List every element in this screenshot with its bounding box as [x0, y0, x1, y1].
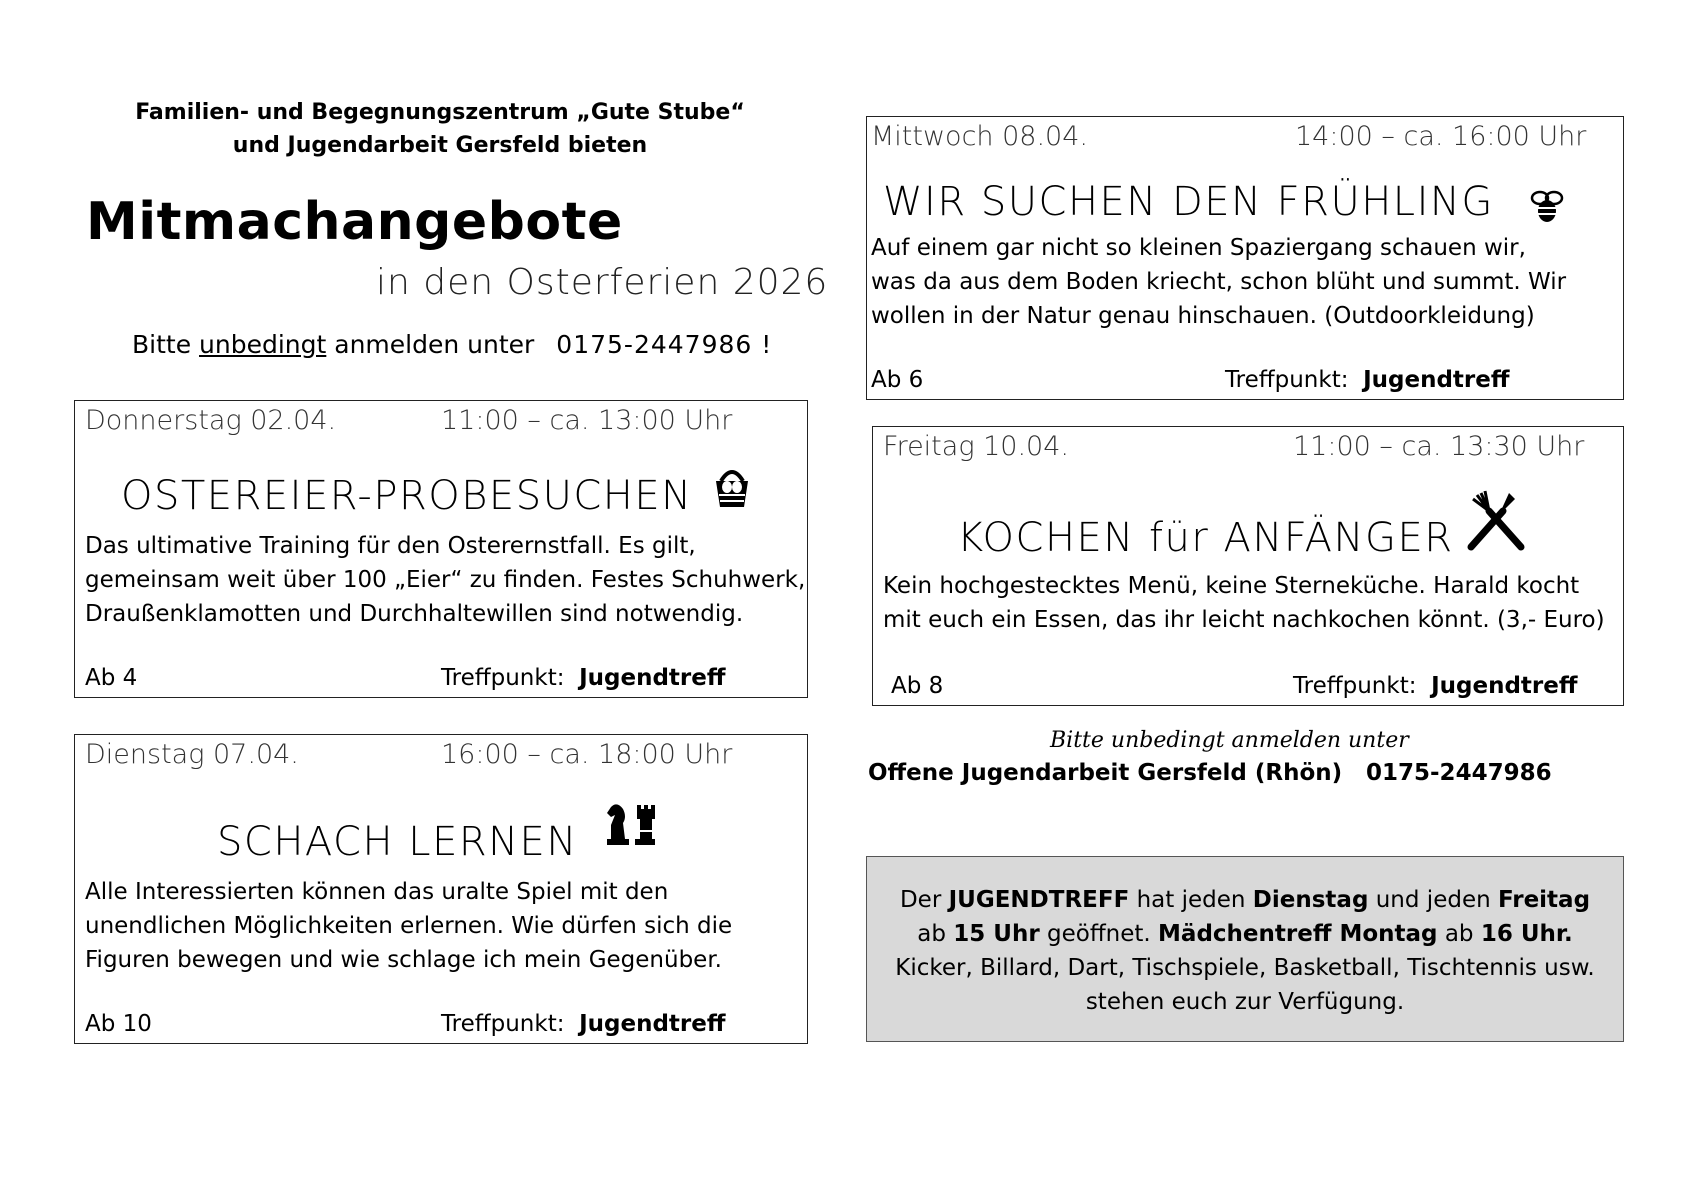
- desc-line: Draußenklamotten und Durchhaltewillen sind notwendig.: [85, 601, 744, 627]
- chess-pieces-icon: [603, 799, 659, 847]
- event-card-spring-walk: [866, 116, 1624, 400]
- info-strong: Mädchentreff Montag: [1158, 921, 1438, 947]
- contact-org: Offene Jugendarbeit Gersfeld (Rhön): [868, 760, 1343, 786]
- event-age: Ab 10: [85, 1011, 152, 1037]
- desc-line: Auf einem gar nicht so kleinen Spaziergang schauen wir,: [871, 235, 1526, 261]
- registration-post: anmelden unter: [326, 330, 535, 359]
- meet-label: Treffpunkt:: [441, 665, 565, 691]
- meet-place: Jugendtreff: [579, 665, 726, 691]
- info-strong: 15 Uhr: [953, 921, 1040, 947]
- meet-label: Treffpunkt:: [1293, 673, 1417, 699]
- event-meeting-point: [441, 665, 726, 691]
- event-title: OSTEREIER-PROBESUCHEN: [121, 473, 693, 519]
- event-description: [883, 569, 1605, 637]
- info-strong: Dienstag: [1252, 887, 1369, 913]
- event-meeting-point: [1293, 673, 1578, 699]
- event-day: Mittwoch 08.04.: [871, 121, 1088, 152]
- event-title: KOCHEN für ANFÄNGER: [957, 515, 1454, 561]
- page-title: Mitmachangebote: [86, 192, 623, 252]
- event-title: SCHACH LERNEN: [217, 819, 578, 865]
- meet-label: Treffpunkt:: [441, 1011, 565, 1037]
- info-line-2: [867, 917, 1623, 951]
- event-description: [85, 875, 732, 977]
- desc-line: Alle Interessierten können das uralte Spiel mit den: [85, 879, 669, 905]
- info-strong: 16 Uhr.: [1480, 921, 1573, 947]
- page-subtitle: in den Osterferien 2026: [376, 262, 829, 303]
- desc-line: was da aus dem Boden kriecht, schon blüht und summt. Wir: [871, 269, 1567, 295]
- registration-line: [132, 330, 772, 359]
- info-text: hat jeden: [1129, 887, 1253, 913]
- meet-label: Treffpunkt:: [1225, 367, 1349, 393]
- info-line-4: stehen euch zur Verfügung.: [1085, 989, 1405, 1015]
- meet-place: Jugendtreff: [1363, 367, 1510, 393]
- contact-note: Bitte unbedingt anmelden unter: [1050, 728, 1409, 753]
- organizer-header: [110, 96, 770, 162]
- registration-phone: 0175-2447986 !: [556, 330, 773, 359]
- desc-line: Kein hochgestecktes Menü, keine Sterneküche. Harald kocht: [883, 573, 1580, 599]
- registration-emphasis: unbedingt: [199, 330, 327, 359]
- event-time: 11:00 – ca. 13:00 Uhr: [441, 405, 733, 436]
- desc-line: wollen in der Natur genau hinschauen. (Outdoorkleidung): [871, 303, 1535, 329]
- registration-pre: Bitte: [132, 330, 200, 359]
- info-text: ab: [917, 921, 954, 947]
- bee-icon: [1527, 189, 1567, 225]
- desc-line: Figuren bewegen und wie schlage ich mein Gegenüber.: [85, 947, 722, 973]
- desc-line: Das ultimative Training für den Osterernstfall. Es gilt,: [85, 533, 696, 559]
- contact-phone: 0175-2447986: [1366, 760, 1552, 786]
- event-time: 14:00 – ca. 16:00 Uhr: [1295, 121, 1587, 152]
- info-text: geöffnet.: [1039, 921, 1159, 947]
- info-text: und jeden: [1368, 887, 1498, 913]
- event-description: [871, 231, 1566, 333]
- event-meeting-point: [1225, 367, 1510, 393]
- youth-club-info-box: [866, 856, 1624, 1042]
- desc-line: gemeinsam weit über 100 „Eier“ zu finden. Festes Schuhwerk,: [85, 567, 806, 593]
- event-age: Ab 4: [85, 665, 138, 691]
- easter-basket-icon: [713, 461, 751, 511]
- event-age: Ab 6: [871, 367, 924, 393]
- info-strong: Freitag: [1497, 887, 1591, 913]
- organizer-line-1: Familien- und Begegnungszentrum „Gute Stube“: [135, 100, 745, 125]
- info-line-1: [867, 883, 1623, 917]
- event-card-cooking: [872, 426, 1624, 706]
- info-strong: JUGENDTREFF: [948, 887, 1130, 913]
- event-day: Freitag 10.04.: [883, 431, 1069, 462]
- desc-line: mit euch ein Essen, das ihr leicht nachkochen könnt. (3,- Euro): [883, 607, 1605, 633]
- meet-place: Jugendtreff: [1431, 673, 1578, 699]
- info-text: ab: [1437, 921, 1481, 947]
- info-text: Der: [899, 887, 949, 913]
- desc-line: unendlichen Möglichkeiten erlernen. Wie dürfen sich die: [85, 913, 733, 939]
- event-time: 11:00 – ca. 13:30 Uhr: [1293, 431, 1585, 462]
- info-line-3: Kicker, Billard, Dart, Tischspiele, Basketball, Tischtennis usw.: [895, 955, 1595, 981]
- event-card-chess: [74, 734, 808, 1044]
- event-day: Donnerstag 02.04.: [85, 405, 337, 436]
- event-meeting-point: [441, 1011, 726, 1037]
- event-age: Ab 8: [891, 673, 944, 699]
- event-description: [85, 529, 805, 631]
- event-time: 16:00 – ca. 18:00 Uhr: [441, 739, 733, 770]
- event-day: Dienstag 07.04.: [85, 739, 299, 770]
- event-card-easter-egg-hunt: [74, 400, 808, 698]
- meet-place: Jugendtreff: [579, 1011, 726, 1037]
- fork-knife-icon: [1465, 489, 1527, 551]
- organizer-line-2: und Jugendarbeit Gersfeld bieten: [232, 133, 648, 158]
- event-title: WIR SUCHEN DEN FRÜHLING: [883, 179, 1494, 225]
